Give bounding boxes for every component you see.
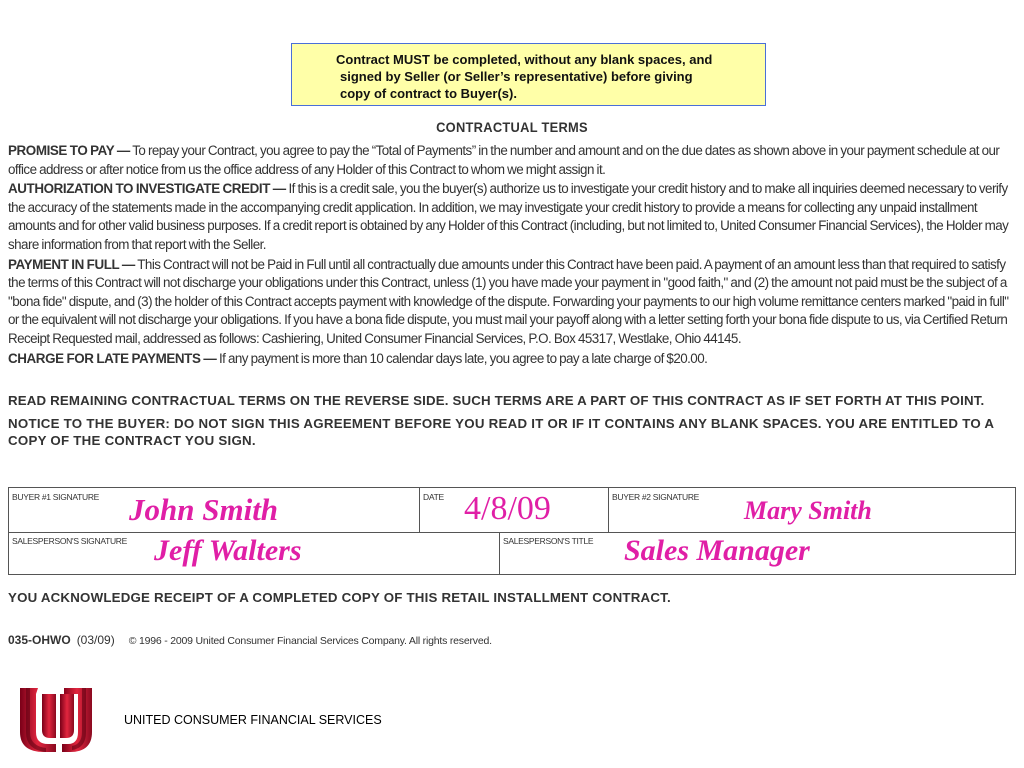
acknowledgement-text: YOU ACKNOWLEDGE RECEIPT OF A COMPLETED COPY OF THIS RETAIL INSTALLMENT CONTRACT. [8, 590, 671, 605]
clause-text: If this is a credit sale, you the buyer(s) authorize us to investigate your credit history and to make all inquiries deemed necessary to verify the accuracy of the statements made in the accompanying credit application. In addition, we may investigate your credit history to provide a means for collecting any unpaid installment amounts and for other valid business purposes. If a credit report is obtained by any Holder of this Contract (including, but not limited to, United Consumer Financial Services), the Holder may share information from that report with the Seller. [8, 181, 1009, 252]
field-label: BUYER #1 SIGNATURE [12, 492, 100, 502]
late-payment-clause [8, 350, 1016, 369]
clause-heading: AUTHORIZATION TO INVESTIGATE CREDIT — [8, 181, 286, 197]
callout-line-2: signed by Seller (or Seller’s representative) before giving [340, 69, 693, 84]
promise-to-pay-clause [8, 142, 1016, 179]
clause-text: If any payment is more than 10 calendar days late, you agree to pay a late charge of $20.00. [216, 350, 708, 366]
clause-heading: PROMISE TO PAY — [8, 143, 130, 158]
contract-terms-section [8, 118, 1016, 449]
authorization-clause [8, 180, 1016, 254]
signature-row-buyers [9, 488, 1015, 533]
handwritten-date: 4/8/09 [464, 490, 551, 527]
field-label: SALESPERSON'S TITLE [503, 536, 594, 546]
salesperson-title-field[interactable] [499, 532, 1015, 575]
handwritten-signature: Mary Smith [744, 496, 872, 525]
form-code: 035-OHWO [8, 633, 71, 647]
payment-in-full-clause [8, 256, 1016, 349]
clause-heading: CHARGE FOR LATE PAYMENTS — [8, 350, 217, 366]
callout-line-1: Contract MUST be completed, without any blank spaces, and [336, 52, 713, 67]
callout-line-3: copy of contract to Buyer(s). [340, 86, 517, 101]
ucfs-u-logo-icon [16, 686, 98, 756]
form-date: (03/09) [76, 633, 115, 647]
clause-heading: PAYMENT IN FULL — [8, 256, 135, 272]
instruction-callout [291, 43, 766, 106]
field-label: SALESPERSON'S SIGNATURE [12, 536, 128, 546]
contractual-terms-title: CONTRACTUAL TERMS [436, 119, 588, 135]
reverse-side-notice: READ REMAINING CONTRACTUAL TERMS ON THE REVERSE SIDE. SUCH TERMS ARE A PART OF THIS CONTRACT AS IF SET FORTH AT THIS POINT. [8, 393, 985, 409]
signature-table [8, 487, 1016, 575]
field-label: BUYER #2 SIGNATURE [612, 492, 700, 502]
copyright-text: © 1996 - 2009 United Consumer Financial Services Company. All rights reserved. [128, 635, 492, 647]
handwritten-signature: John Smith [129, 492, 279, 527]
salesperson-signature-field[interactable] [9, 532, 499, 575]
clause-text: To repay your Contract, you agree to pay the “Total of Payments” in the number and amount and on the due dates as shown above in your payment schedule at our office address or after notice from us the office address of any Holder of this Contract to whom we might assign it. [8, 143, 1000, 177]
handwritten-title: Sales Manager [624, 534, 810, 567]
company-name: UNITED CONSUMER FINANCIAL SERVICES [124, 713, 382, 727]
clause-text: This Contract will not be Paid in Full until all contractually due amounts under this Contract have been paid. A payment of an amount less than that required to satisfy the terms of this Contract will not discharge your obligations under this Contract, unless (1) you have made your payment in "good faith," and (2) the amount not paid must be the subject of a "bona fide" dispute, and (3) the holder of this Contract accepts payment with knowledge of the dispute. Forwarding your payments to our high volume remittance centers marked "paid in full" or the equivalent will not discharge your obligations. If you have a bona fide dispute, you must mail your payoff along with a letter setting forth your bona fide dispute to us, via Certified Return Receipt Requested mail, addressed as follows: Cashiering, United Consumer Financial Services, P.O. Box 45317, Westlake, Ohio 44145. [8, 256, 1009, 346]
form-footer [8, 633, 492, 647]
buyer1-signature-field[interactable] [9, 488, 419, 532]
buyer2-signature-field[interactable] [608, 488, 1015, 532]
buyer-notice: NOTICE TO THE BUYER: DO NOT SIGN THIS AGREEMENT BEFORE YOU READ IT OR IF IT CONTAINS ANY BLANK SPACES. YOU ARE ENTITLED TO A COPY OF THE CONTRACT YOU SIGN. [8, 416, 994, 449]
handwritten-signature: Jeff Walters [154, 534, 302, 567]
signature-row-salesperson [9, 532, 1015, 575]
field-label: DATE [423, 492, 444, 502]
date-field[interactable] [419, 488, 608, 532]
